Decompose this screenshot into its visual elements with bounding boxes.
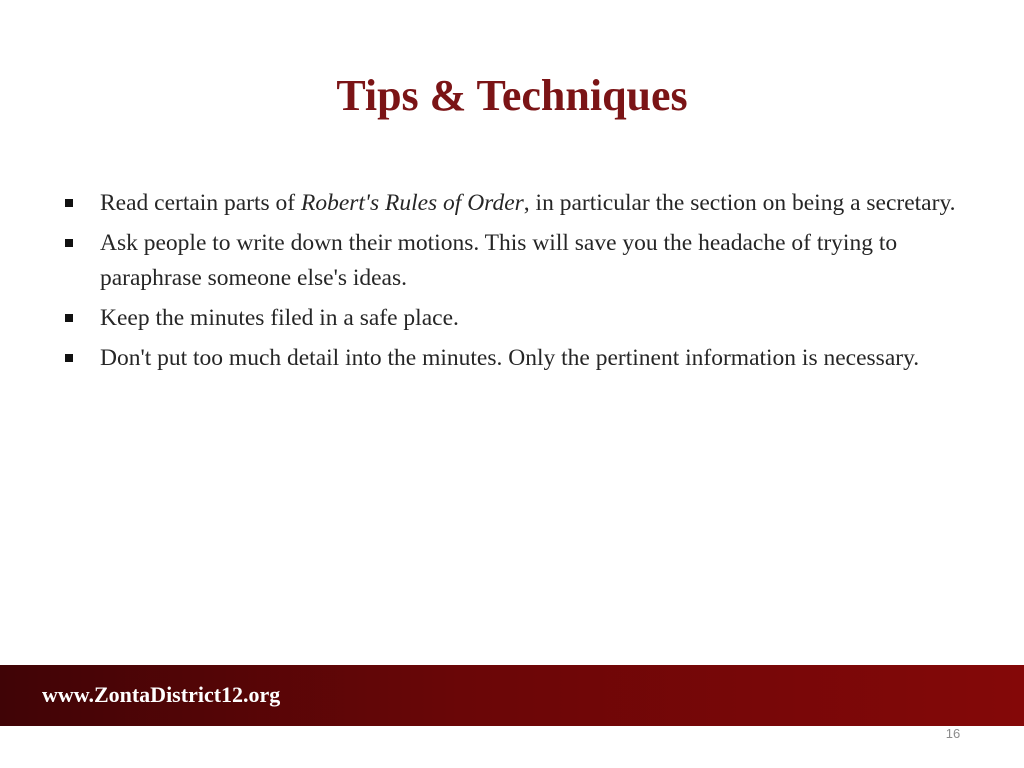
square-bullet-icon xyxy=(65,314,73,322)
square-bullet-icon xyxy=(65,354,73,362)
slide-title: Tips & Techniques xyxy=(336,71,688,120)
bullet-item xyxy=(60,341,970,376)
bullet-item xyxy=(60,301,970,336)
square-bullet-icon xyxy=(65,199,73,207)
bullet-text: Keep the minutes filed in a safe place. xyxy=(100,305,459,331)
bullet-text-after: , in particular the section on being a secretary. xyxy=(523,190,956,216)
square-bullet-icon xyxy=(65,239,73,247)
page-number: 16 xyxy=(945,726,961,741)
bullet-item xyxy=(60,226,970,296)
bullet-text: Don't put too much detail into the minutes. Only the pertinent information is necessary. xyxy=(100,345,920,371)
footer-url[interactable]: www.ZontaDistrict12.org xyxy=(42,682,281,707)
bullet-text-before: Read certain parts of xyxy=(100,190,301,216)
footer-bar xyxy=(0,665,1024,726)
bullet-item xyxy=(60,186,970,221)
book-title: Robert's Rules of Order xyxy=(300,190,524,216)
bullet-text: Ask people to write down their motions. This will save you the headache of trying to paraphrase someone else's ideas. xyxy=(100,230,898,291)
bullet-list xyxy=(60,186,970,381)
